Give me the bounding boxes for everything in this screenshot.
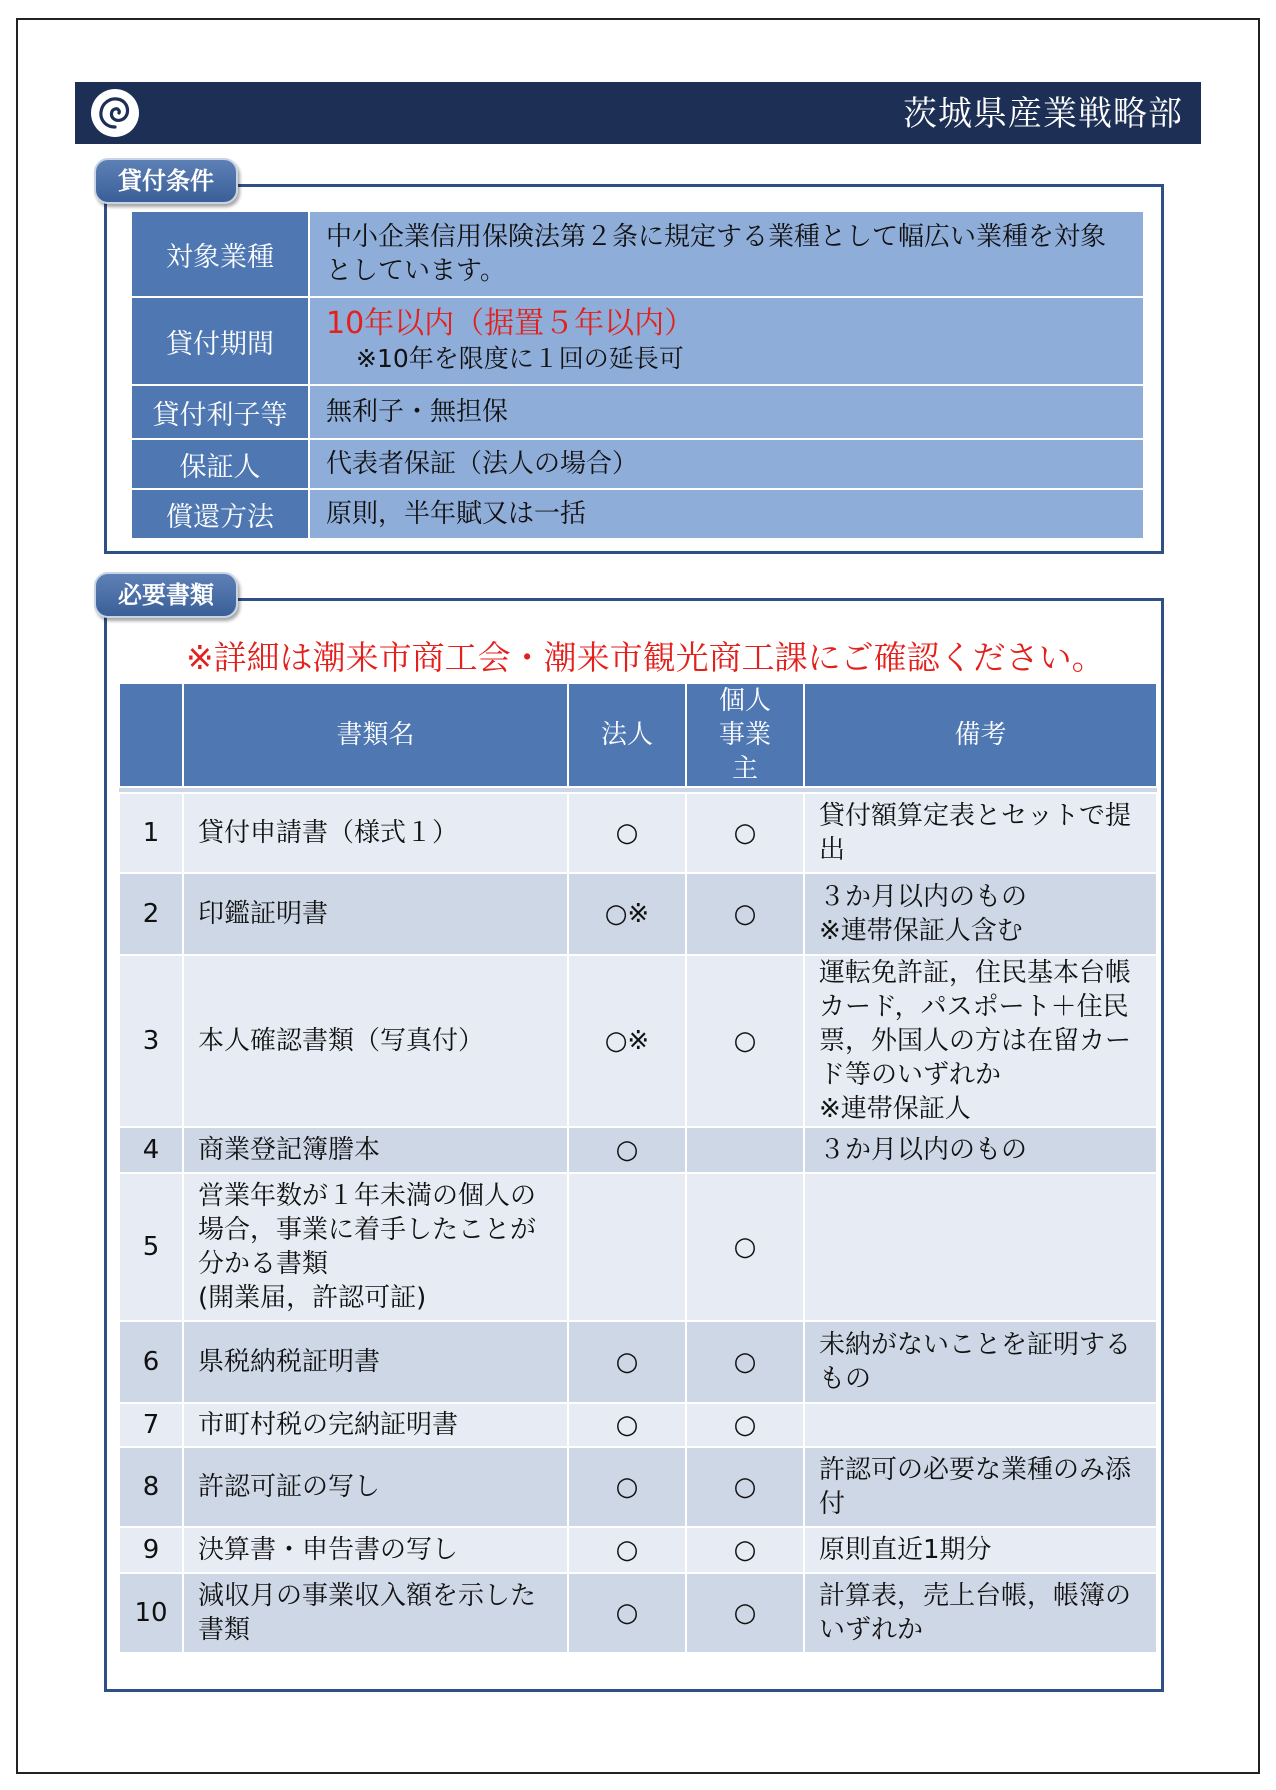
prefecture-logo-icon	[89, 87, 141, 139]
doc-name: 印鑑証明書	[183, 873, 568, 955]
doc-name: 許認可証の写し	[183, 1447, 568, 1527]
indiv-mark: ○	[686, 1321, 804, 1403]
table-row	[119, 1447, 1157, 1527]
indiv-mark: ○	[686, 1447, 804, 1527]
department-title: 茨城県産業戦略部	[903, 94, 1183, 134]
section-tab-documents: 必要書類	[94, 572, 238, 618]
header-banner	[75, 82, 1201, 144]
doc-number: 4	[119, 1127, 183, 1173]
term-value: 代表者保証（法人の場合）	[309, 439, 1144, 489]
term-value: 無利子・無担保	[309, 385, 1144, 439]
term-value	[309, 297, 1144, 385]
term-label: 対象業種	[131, 211, 309, 297]
table-row	[119, 793, 1157, 873]
corp-mark: ○	[568, 1321, 686, 1403]
doc-name: 商業登記簿謄本	[183, 1127, 568, 1173]
loan-period-value: 10年以内（据置５年以内）	[326, 305, 695, 341]
doc-name: 減収月の事業収入額を示した書類	[183, 1573, 568, 1653]
corp-mark: ○※	[568, 873, 686, 955]
doc-name: 貸付申請書（様式１）	[183, 793, 568, 873]
doc-remarks: 貸付額算定表とセットで提出	[804, 793, 1157, 873]
documents-table	[118, 682, 1158, 1654]
table-header-row	[119, 683, 1157, 787]
indiv-mark: ○	[686, 793, 804, 873]
corp-mark: ○	[568, 1527, 686, 1573]
doc-number: 8	[119, 1447, 183, 1527]
corp-mark: ○	[568, 1573, 686, 1653]
term-label: 貸付利子等	[131, 385, 309, 439]
corp-mark: ○	[568, 1127, 686, 1173]
term-value: 原則，半年賦又は一括	[309, 489, 1144, 539]
doc-remarks: 運転免許証，住民基本台帳カード，パスポート＋住民票，外国人の方は在留カード等のいずれか ※連帯保証人	[804, 955, 1157, 1127]
indiv-mark: ○	[686, 873, 804, 955]
corp-mark: ○	[568, 793, 686, 873]
indiv-mark: ○	[686, 955, 804, 1127]
term-label: 償還方法	[131, 489, 309, 539]
doc-remarks: ３か月以内のもの ※連帯保証人含む	[804, 873, 1157, 955]
doc-name: 営業年数が１年未満の個人の場合，事業に着手したことが分かる書類 (開業届，許認可証)	[183, 1173, 568, 1321]
loan-period-note: ※10年を限度に１回の延長可	[356, 343, 684, 373]
doc-remarks: 未納がないことを証明するもの	[804, 1321, 1157, 1403]
doc-name: 本人確認書類（写真付）	[183, 955, 568, 1127]
corp-mark: ○※	[568, 955, 686, 1127]
doc-name: 市町村税の完納証明書	[183, 1403, 568, 1447]
section-tab-loan-terms: 貸付条件	[94, 158, 238, 204]
indiv-mark: ○	[686, 1527, 804, 1573]
table-row	[119, 1173, 1157, 1321]
table-row	[119, 1403, 1157, 1447]
loan-term-row	[131, 297, 1144, 385]
notice-text: ※詳細は潮来市商工会・潮来市観光商工課にご確認ください。	[186, 638, 1105, 677]
doc-remarks: 原則直近1期分	[804, 1527, 1157, 1573]
indiv-mark: ○	[686, 1573, 804, 1653]
table-row	[119, 1127, 1157, 1173]
doc-number: 5	[119, 1173, 183, 1321]
term-label: 貸付期間	[131, 297, 309, 385]
doc-remarks: ３か月以内のもの	[804, 1127, 1157, 1173]
doc-name: 県税納税証明書	[183, 1321, 568, 1403]
documents-table-body	[119, 787, 1157, 1653]
header-corp: 法人	[568, 683, 686, 787]
doc-number: 1	[119, 793, 183, 873]
term-label: 保証人	[131, 439, 309, 489]
loan-terms-table	[130, 210, 1145, 540]
term-value: 中小企業信用保険法第２条に規定する業種として幅広い業種を対象としています。	[309, 211, 1144, 297]
doc-number: 6	[119, 1321, 183, 1403]
table-row	[119, 1321, 1157, 1403]
doc-remarks: 計算表，売上台帳，帳簿のいずれか	[804, 1573, 1157, 1653]
doc-remarks	[804, 1403, 1157, 1447]
indiv-mark: ○	[686, 1173, 804, 1321]
doc-number: 9	[119, 1527, 183, 1573]
table-row	[119, 873, 1157, 955]
loan-term-row	[131, 385, 1144, 439]
doc-number: 3	[119, 955, 183, 1127]
indiv-mark	[686, 1127, 804, 1173]
corp-mark	[568, 1173, 686, 1321]
indiv-mark: ○	[686, 1403, 804, 1447]
doc-number: 7	[119, 1403, 183, 1447]
doc-number: 2	[119, 873, 183, 955]
loan-term-row	[131, 211, 1144, 297]
table-row	[119, 955, 1157, 1127]
table-row	[119, 1573, 1157, 1653]
doc-name: 決算書・申告書の写し	[183, 1527, 568, 1573]
loan-term-row	[131, 439, 1144, 489]
doc-remarks: 許認可の必要な業種のみ添付	[804, 1447, 1157, 1527]
header-no	[119, 683, 183, 787]
corp-mark: ○	[568, 1403, 686, 1447]
header-indiv: 個人事業主	[686, 683, 804, 787]
loan-term-row	[131, 489, 1144, 539]
header-remarks: 備考	[804, 683, 1157, 787]
corp-mark: ○	[568, 1447, 686, 1527]
doc-remarks	[804, 1173, 1157, 1321]
doc-number: 10	[119, 1573, 183, 1653]
header-name: 書類名	[183, 683, 568, 787]
table-row	[119, 1527, 1157, 1573]
